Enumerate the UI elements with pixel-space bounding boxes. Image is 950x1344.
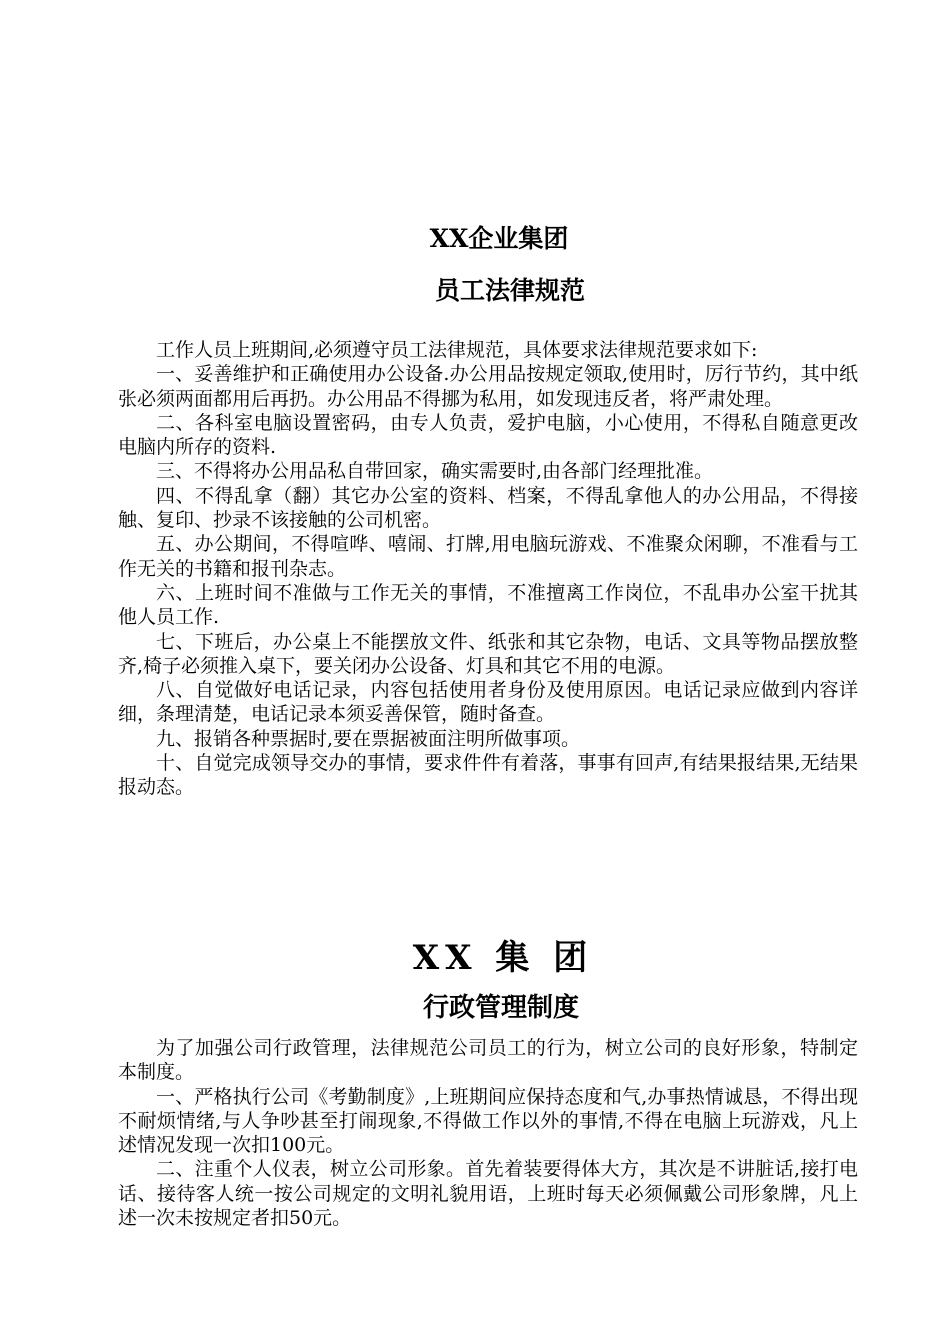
doc1-title: XX企业集团 bbox=[429, 224, 569, 253]
doc1-rule-1: 一、妥善维护和正确使用办公设备.办公用品按规定领取,使用时，厉行节约，其中纸张必须两面都用后再扔。办公用品不得挪为私用，如发现违反者，将严肃处理。 bbox=[118, 363, 858, 410]
doc1-rule-7: 七、下班后，办公桌上不能摆放文件、纸张和其它杂物，电话、文具等物品摆放整齐,椅子必须推入桌下，要关闭办公设备、灯具和其它不用的电源。 bbox=[118, 630, 858, 677]
doc1-rule-5: 五、办公期间，不得喧哗、嘻闹、打牌,用电脑玩游戏、不准聚众闲聊，不准看与工作无关的书籍和报刊杂志。 bbox=[118, 533, 858, 580]
doc2-title: XX 集 团 bbox=[412, 938, 594, 978]
doc1-rule-6: 六、上班时间不准做与工作无关的事情，不准擅离工作岗位，不乱串办公室干扰其他人员工作. bbox=[118, 581, 858, 629]
doc1-rule-2: 二、各科室电脑设置密码，由专人负责，爱护电脑，小心使用，不得私自随意更改电脑内所存的资料. bbox=[118, 411, 858, 459]
section-1-body bbox=[118, 338, 858, 800]
doc1-rule-9: 九、报销各种票据时,要在票据被面注明所做事项。 bbox=[156, 727, 581, 750]
doc1-subtitle: 员工法律规范 bbox=[434, 276, 585, 305]
section-2-body bbox=[118, 1036, 858, 1230]
doc2-subtitle: 行政管理制度 bbox=[422, 993, 579, 1023]
doc2-intro-paragraph: 为了加强公司行政管理，法律规范公司员工的行为，树立公司的良好形象，特制定本制度。 bbox=[118, 1037, 858, 1084]
doc2-rule-1: 一、严格执行公司《考勤制度》,上班期间应保持态度和气,办事热情诚恳，不得出现不耐烦情绪,与人争吵甚至打闹现象,不得做工作以外的事情,不得在电脑上玩游戏，凡上述情况发现一次扣100元。 bbox=[118, 1085, 858, 1157]
section-2-header bbox=[118, 936, 858, 1026]
doc1-rule-3: 三、不得将办公用品私自带回家，确实需要时,由各部门经理批准。 bbox=[156, 460, 714, 483]
doc1-rule-4: 四、不得乱拿（翻）其它办公室的资料、档案，不得乱拿他人的办公用品，不得接触、复印、抄录不该接触的公司机密。 bbox=[118, 484, 858, 532]
section-1-header bbox=[118, 222, 858, 308]
doc1-rule-8: 八、自觉做好电话记录，内容包括使用者身份及使用原因。电话记录应做到内容详细，条理清楚，电话记录本须妥善保管，随时备查。 bbox=[118, 679, 858, 726]
doc2-rule-2: 二、注重个人仪表，树立公司形象。首先着装要得体大方，其次是不讲脏话,接打电话、接待客人统一按公司规定的文明礼貌用语，上班时每天必须佩戴公司形象牌，凡上述一次未按规定者扣50元。 bbox=[118, 1158, 858, 1230]
doc1-intro-paragraph: 工作人员上班期间,必须遵守员工法律规范，具体要求法律规范要求如下: bbox=[156, 339, 758, 361]
doc1-rule-10: 十、自觉完成领导交办的事情，要求件件有着落，事事有回声,有结果报结果,无结果报动态。 bbox=[118, 752, 858, 799]
